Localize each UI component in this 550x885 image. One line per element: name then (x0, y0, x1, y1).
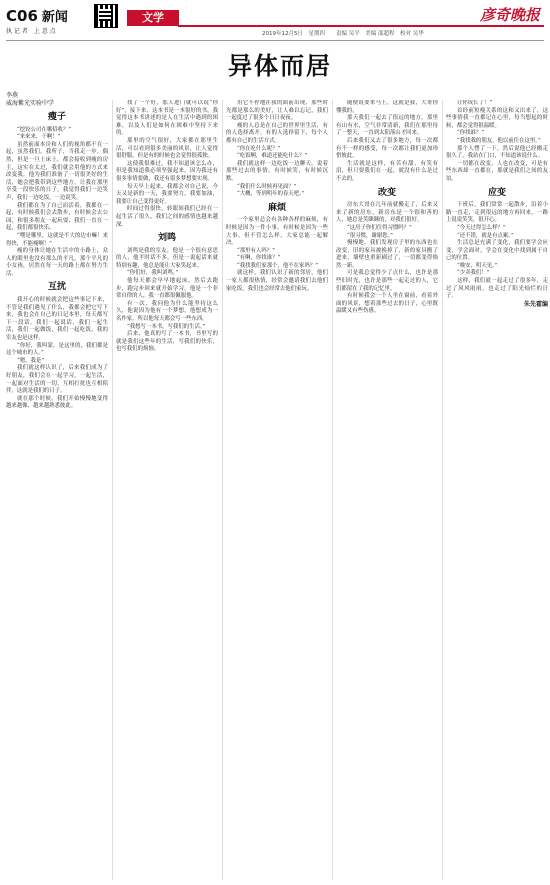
editor-signature: 朱先霍编 (523, 300, 548, 308)
paragraph: 一个家里总会有各种各样的麻烦，有时候是因为一件小事，有时候是因为一些大事，但不管怎么样，大家总能一起解决。 (226, 217, 328, 247)
paragraph: 瘦的身体让她在生活中的小路上，众人的眼里也没有那么的平凡，那个平凡的小女孩，居然在每一天的路上都在努力生活。 (6, 248, 108, 277)
editors-line: 执 记 者 上 意 点 (6, 28, 56, 35)
paragraph: 刘鸣是我的室友，他是一个很有意思的人，他平时话不多，但是一说起话来就特别有趣，他总是能让大家笑起来。 (116, 247, 218, 269)
paragraph: “你们好，我叫刘鸣。” (127, 270, 179, 277)
masthead-logo: 彦奇晚报 (479, 6, 540, 24)
paragraph: 随便说要来马上，这就是我，大哥你懂我的。 (336, 100, 438, 114)
paragraph: 这使我很难过，我不知道该怎么办，但是我知道我必须坚强起来，因为我还有很多事情要做，我还有很多梦想要实现。 (116, 160, 218, 182)
paragraph: “我们什么时候再见面？” (237, 183, 297, 190)
author-block (6, 92, 54, 108)
section-subheading: 互扰 (47, 282, 66, 293)
paragraph: “你在吃什么呢？” (237, 145, 281, 152)
paragraph: “你好，我叫蒙，是这里的，我们都是这个城市的人。” (6, 342, 108, 357)
text-column-2 (116, 100, 218, 880)
section-subheading: 应变 (487, 187, 506, 198)
paragraph: “还不错，就是有点累。” (457, 232, 514, 239)
section-subheading: 改变 (377, 187, 396, 198)
paragraph: 这样，我们就一起走过了很多年，走过了风风雨雨，也走过了阳光灿烂的日子。 (446, 278, 548, 300)
paragraph: “很习惯，谢谢您。” (347, 232, 393, 239)
paragraph: “今天过得怎么样？” (457, 224, 506, 231)
paragraph: “大概，等到明年的春天吧。” (237, 191, 305, 198)
paragraph: 我们就这样一边吃饭一边聊天，说着那些过去的事情，有时候笑，有时候沉默。 (226, 160, 328, 182)
paragraph: “我找我的朋友，他以前住在这里。” (457, 137, 541, 144)
column-divider (112, 100, 113, 880)
text-column-4 (336, 100, 438, 880)
text-column-3 (226, 100, 328, 880)
paragraph: 我开心的时候就会把这些事记下来，不管是我们遇见了什么，我都会把它写下来，我也会在自己的日记本里，每天都写下一段话。我们一起说话，我们一起生活，我们一起做饭，我们一起吃饭，我的室友也是这样。 (6, 297, 108, 342)
paragraph: “晚安，明天见。” (457, 262, 498, 269)
paragraph: “挖饺公司在哪招收？” (17, 126, 72, 133)
paragraph: 他每天都会早早地起床，然后去跑步，跑完步回来就开始学习，他是一个非常自律的人，我一直都很佩服他。 (116, 278, 218, 300)
section-subheading: 麻烦 (267, 202, 286, 213)
paragraph: 后来，他真的写了一本书，书里写的就是我们这些年的生活，写我们的快乐，也写我们的烦恼。 (116, 331, 218, 353)
paragraph: 一切都在改变，人也在改变，可是有些东西却一直都在，那就是我们之间的友谊。 (446, 160, 548, 182)
paragraph: “那里有人吗？” (237, 247, 275, 254)
paragraph: 时间过得很快，转眼间我们已经在一起生活了很久，我们之间的感情也越来越深。 (116, 206, 218, 228)
text-column-5 (446, 100, 548, 880)
section-name: 新闻 (41, 10, 68, 25)
column-divider (332, 100, 333, 880)
page-header (0, 0, 550, 38)
paragraph: “我想写一本书，写我们的生活。” (127, 323, 206, 330)
dateline: 2019年12月5日 星期四 责编 吴平 美编 邵超程 校对 吴华 (262, 31, 424, 37)
paragraph: “少卖我们！” (457, 270, 490, 277)
paragraph: 就这样，我们认识了新的邻居，他们一家人都很热情，经常会邀请我们去他们家吃饭，我们也会经常去他们家玩。 (226, 270, 328, 292)
paragraph: 下班后，我们常常一起散步，沿着小路一直走，走到很远的地方再回来，一路上说说笑笑，很开心。 (446, 202, 548, 224)
paragraph: 那天我们一起去了很远的地方，那里有山有水，空气非常清新，我们在那里待了一整天，一直到太阳落山才回来。 (336, 115, 438, 137)
paragraph: 首经前短瘦关系的这和又出来了，这些事情我一直都记在心里，每当想起的时候，都会觉得很温暖。 (446, 107, 548, 129)
paragraph: 虽然前面本房和人们的视角都不在一起，虽然我们，我所子，当我走一步，偶然，但是一旦上床上，都会接收到瘦的房主，这实在太过，我们就会用他的方式来改变我。他为我们准备了一切很美好的生活，她会把我带到这些地方，让我在那里享受一段快乐的日子。我觉得我们一边笑声，我们一边吃饭，一边说笑。 (6, 141, 108, 201)
paragraph: “你找谁？” (457, 130, 485, 137)
paragraph: 生活就是这样，有苦有甜，有笑有泪，但只要我们在一起，就没有什么是过不去的。 (336, 160, 438, 182)
author-affiliation: 威海紫光实验中学 (6, 100, 55, 107)
article-title: 异体而居 (228, 52, 332, 80)
paragraph: 后来我们又去了很多地方，每一次都有不一样的感受，每一次都让我们更加珍惜彼此。 (336, 137, 438, 160)
qr-code-icon (94, 4, 118, 28)
paragraph: 让你成长了！” (457, 100, 493, 106)
paragraph: 有一次，我问他为什么能坚持这么久，他说因为他有一个梦想，他想成为一名作家，所以他每天都会写一些东西。 (116, 300, 218, 323)
paragraph: 用它不停地在我的面前出现，那些时光都是那么的美好，让人难以忘记，我们一起度过了很多个日日夜夜。 (226, 100, 328, 122)
paragraph: “来来来，干啊！” (17, 134, 61, 141)
section-subheading: 瘦子 (47, 112, 66, 122)
header-divider (6, 40, 544, 41)
paragraph: 每天早上起来，我都会对自己说，今天又是新的一天，我要努力，我要加油，我要让自己变得更好。 (116, 183, 218, 205)
paragraph: 可是我总觉得少了点什么，也许是那些旧时光，也许是那些一起走过的人，它们都留在了我的记忆里。 (336, 270, 438, 292)
section-subheading: 刘鸣 (157, 233, 176, 244)
paragraph: 找了一个好，那人进门就可以说“你好”，接下来，这本书是一本很好的书，我觉得这本书讲述的是人在生活中遇到的困难，以及人们是如何在困难中坚持下来的。 (116, 100, 218, 137)
paragraph: “嗯，我是” (17, 357, 45, 364)
text-column-1 (6, 108, 108, 880)
paragraph: 生活总是充满了变化，我们要学会应变，学会面对，学会在变化中找到属于自己的位置。 (446, 240, 548, 262)
section-tag: 文学 (127, 10, 179, 26)
paragraph: “嘿是哪里，这就是不大的边市嘛！来得快，不能瘦啊！” (6, 232, 108, 247)
paragraph: 房东大哥在几年前就搬走了，后来又来了新的房东，新房东是一个很和善的人，她总是笑眯眯的，对我们很好。 (336, 202, 438, 224)
paragraph: “我找我们家那个，他不在家吗？” (237, 262, 318, 269)
paragraph: 就在那个时候，我们开始慢慢地变得越来越像，越来越熟悉彼此。 (6, 395, 108, 410)
page-code: C06 新闻 (6, 7, 68, 25)
column-divider (222, 100, 223, 880)
column-divider (442, 100, 443, 880)
paragraph: 我们都在为了自己而活着。我都在一起，有时候我们会去散步，有时候会去公园，和很多朋友一起玩耍，我们一直在一起，我们都很快乐。 (6, 202, 108, 232)
paragraph: “这房子你们住得习惯吗？” (347, 224, 412, 231)
paragraph: 那里的空气很好，大家都在那里生活，可以看到很多美丽的风景，让人觉得很舒服，但是有的时候也会觉得很孤独。 (116, 137, 218, 160)
paragraph: 瘦的人总是在自己的世界里生活，有的人选择离开，有的人选择留下，每个人都有自己的生活方式。 (226, 122, 328, 144)
paragraph: 慢慢地，我们发现房子里的东西也在改变，旧的家具被换掉了，新的家具搬了进来，墙壁也重新刷过了，一切都变得焕然一新。 (336, 240, 438, 269)
paragraph: 那个人愣了一下，然后说他已经搬走很久了，我站在门口，不知道该说什么。 (446, 145, 548, 160)
paragraph: 有时候我会一个人坐在窗前，看着外面的风景，想着那些过去的日子，心里既温暖又有些伤感。 (336, 293, 438, 315)
paragraph: “吃饭啊，难道还能吃什么？” (237, 153, 308, 160)
header-red-rule (178, 25, 544, 27)
author-name: 李燕 (6, 92, 19, 99)
paragraph: 我们就这样认识了，后来我们成为了好朋友，我们会在一起学习，一起生活，一起面对生活的一切。互相打扰也互相陪伴，这就是我们的日子。 (6, 365, 108, 395)
paragraph: “有啊，你找谁？” (237, 255, 281, 262)
